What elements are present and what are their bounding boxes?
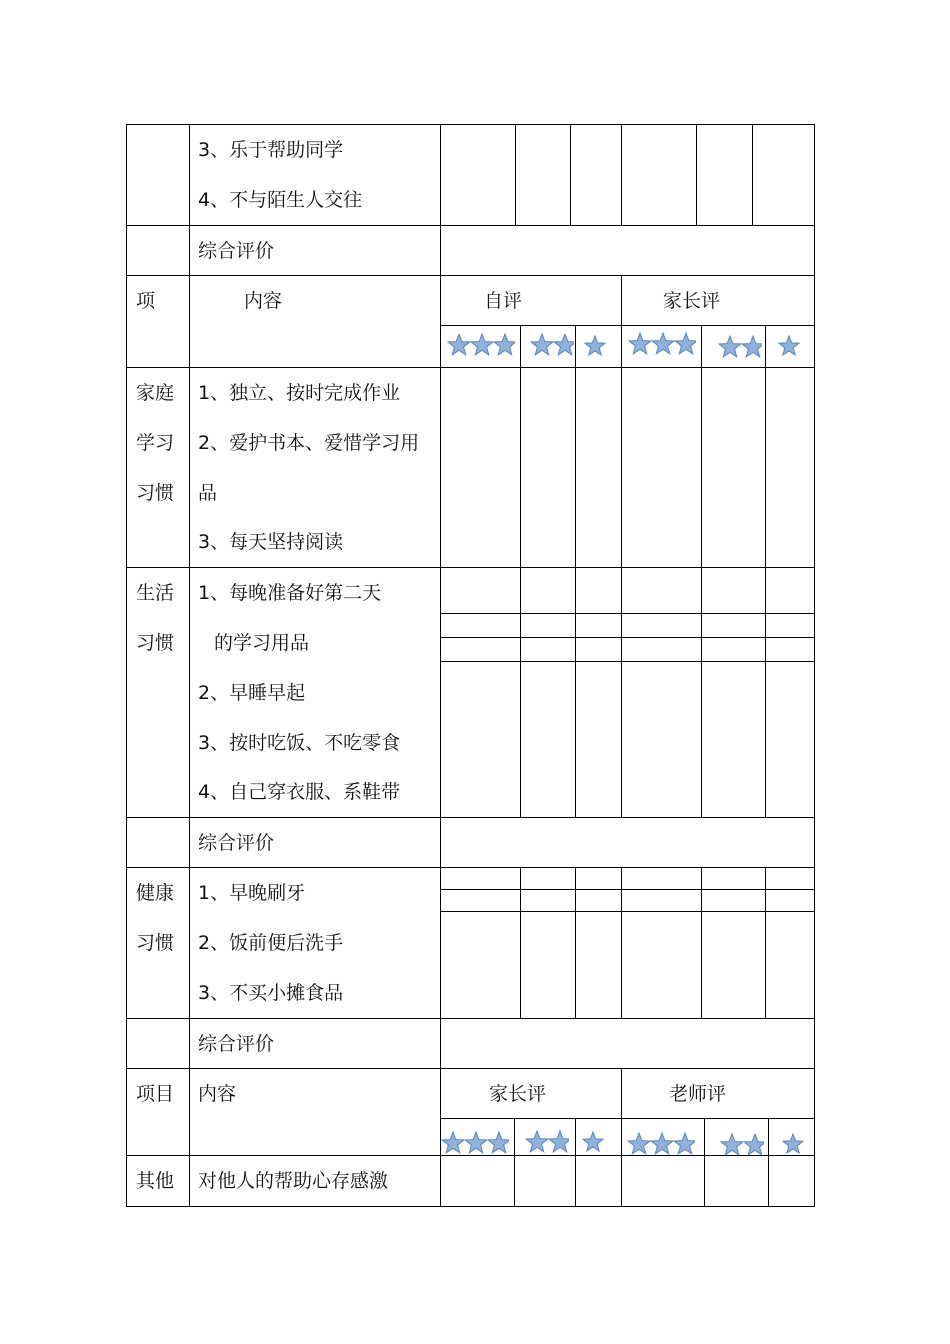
table-line — [768, 1118, 769, 1207]
one-star-rating-icon — [582, 1131, 604, 1153]
table-line — [441, 889, 815, 890]
header-parent-label: 家长评 — [489, 1083, 547, 1105]
header-content-label: 内容 — [244, 290, 283, 312]
table-line — [621, 1068, 622, 1207]
star-icon — [744, 1134, 764, 1155]
star-icon — [488, 1132, 509, 1153]
item-text: 1、每晚准备好第二天 — [198, 582, 382, 604]
three-star-rating-icon — [441, 1131, 509, 1155]
table-line — [126, 225, 815, 226]
header-teacher-label: 老师评 — [669, 1083, 727, 1105]
star-icon — [549, 1131, 569, 1152]
two-star-rating-icon — [718, 335, 762, 359]
table-line — [814, 124, 815, 1207]
item-text: 2、早睡早起 — [198, 682, 306, 704]
table-line — [765, 325, 766, 367]
category-label: 生活 — [136, 582, 175, 604]
item-text: 的学习用品 — [214, 632, 310, 654]
table-line — [126, 275, 815, 276]
two-star-rating-icon — [720, 1133, 764, 1157]
one-star-rating-icon — [778, 335, 800, 357]
two-star-rating-icon — [530, 333, 574, 357]
table-line — [126, 1068, 815, 1069]
table-line — [520, 325, 521, 367]
star-icon — [719, 336, 741, 357]
item-text: 1、独立、按时完成作业 — [198, 382, 401, 404]
two-star-rating-icon — [525, 1130, 569, 1154]
table-line — [575, 867, 576, 1018]
table-line — [621, 867, 622, 1018]
table-line — [575, 325, 576, 367]
table-line — [575, 1118, 576, 1207]
item-text: 3、每天坚持阅读 — [198, 531, 344, 553]
table-line — [126, 1155, 815, 1156]
summary-label: 综合评价 — [198, 1033, 275, 1055]
table-line — [704, 1118, 705, 1207]
table-line — [621, 275, 622, 367]
star-icon — [742, 336, 762, 357]
summary-label: 综合评价 — [198, 832, 275, 854]
table-line — [126, 367, 815, 368]
table-line — [441, 1118, 815, 1119]
star-icon — [675, 333, 696, 354]
table-line — [701, 325, 702, 367]
star-icon — [651, 1133, 673, 1154]
item-text: 1、早晚刷牙 — [198, 882, 306, 904]
three-star-rating-icon — [627, 1132, 695, 1156]
category-label: 学习 — [136, 432, 175, 454]
category-label: 习惯 — [136, 932, 175, 954]
table-line — [515, 124, 516, 225]
table-line — [126, 1018, 815, 1019]
table-line — [441, 325, 815, 326]
table-line — [189, 124, 190, 1207]
table-line — [441, 911, 815, 912]
star-icon — [652, 333, 674, 354]
header-parent-label: 家长评 — [663, 290, 721, 312]
table-line — [126, 1206, 815, 1207]
table-line — [126, 567, 815, 568]
item-text: 3、不买小摊食品 — [198, 982, 344, 1004]
item-text: 4、不与陌生人交往 — [198, 189, 363, 211]
table-line — [575, 367, 576, 817]
star-icon — [629, 333, 651, 354]
table-line — [570, 124, 571, 225]
summary-label: 综合评价 — [198, 240, 275, 262]
table-line — [441, 637, 815, 638]
star-icon — [465, 1132, 487, 1153]
three-star-rating-icon — [628, 332, 696, 356]
header-item-label: 项目 — [136, 1083, 175, 1105]
table-line — [441, 613, 815, 614]
star-icon — [471, 334, 493, 355]
table-line — [765, 867, 766, 1018]
star-icon — [585, 336, 605, 355]
header-item-label: 项 — [136, 290, 156, 312]
category-label: 习惯 — [136, 482, 175, 504]
star-icon — [494, 334, 515, 355]
one-star-rating-icon — [782, 1133, 804, 1155]
star-icon — [779, 336, 799, 355]
star-icon — [531, 334, 553, 355]
table-line — [621, 367, 622, 817]
category-label: 其他 — [136, 1170, 175, 1192]
item-text: 2、饭前便后洗手 — [198, 932, 344, 954]
table-line — [752, 124, 753, 225]
item-text: 对他人的帮助心存感激 — [198, 1170, 389, 1192]
star-icon — [721, 1134, 743, 1155]
table-line — [126, 867, 815, 868]
star-icon — [783, 1134, 803, 1153]
header-self-label: 自评 — [484, 290, 523, 312]
item-text: 3、按时吃饭、不吃零食 — [198, 732, 401, 754]
category-label: 健康 — [136, 882, 175, 904]
star-icon — [526, 1131, 548, 1152]
category-label: 家庭 — [136, 382, 175, 404]
table-line — [701, 867, 702, 1018]
star-icon — [674, 1133, 695, 1154]
table-line — [696, 124, 697, 225]
three-star-rating-icon — [447, 333, 515, 357]
star-icon — [583, 1132, 603, 1151]
star-icon — [442, 1132, 464, 1153]
table-line — [520, 367, 521, 817]
table-line — [440, 124, 441, 1207]
table-line — [514, 1118, 515, 1207]
category-label: 习惯 — [136, 632, 175, 654]
header-content-label: 内容 — [198, 1083, 237, 1105]
table-line — [441, 661, 815, 662]
table-line — [126, 124, 127, 1207]
table-line — [701, 367, 702, 817]
table-line — [520, 867, 521, 1018]
star-icon — [628, 1133, 650, 1154]
one-star-rating-icon — [584, 335, 606, 357]
star-icon — [448, 334, 470, 355]
item-text: 3、乐于帮助同学 — [198, 139, 344, 161]
table-line — [621, 124, 622, 225]
star-icon — [554, 334, 574, 355]
item-text: 品 — [198, 482, 218, 504]
table-line — [765, 367, 766, 817]
table-line — [126, 124, 815, 125]
item-text: 2、爱护书本、爱惜学习用 — [198, 432, 420, 454]
table-line — [126, 817, 815, 818]
item-text: 4、自己穿衣服、系鞋带 — [198, 781, 401, 803]
